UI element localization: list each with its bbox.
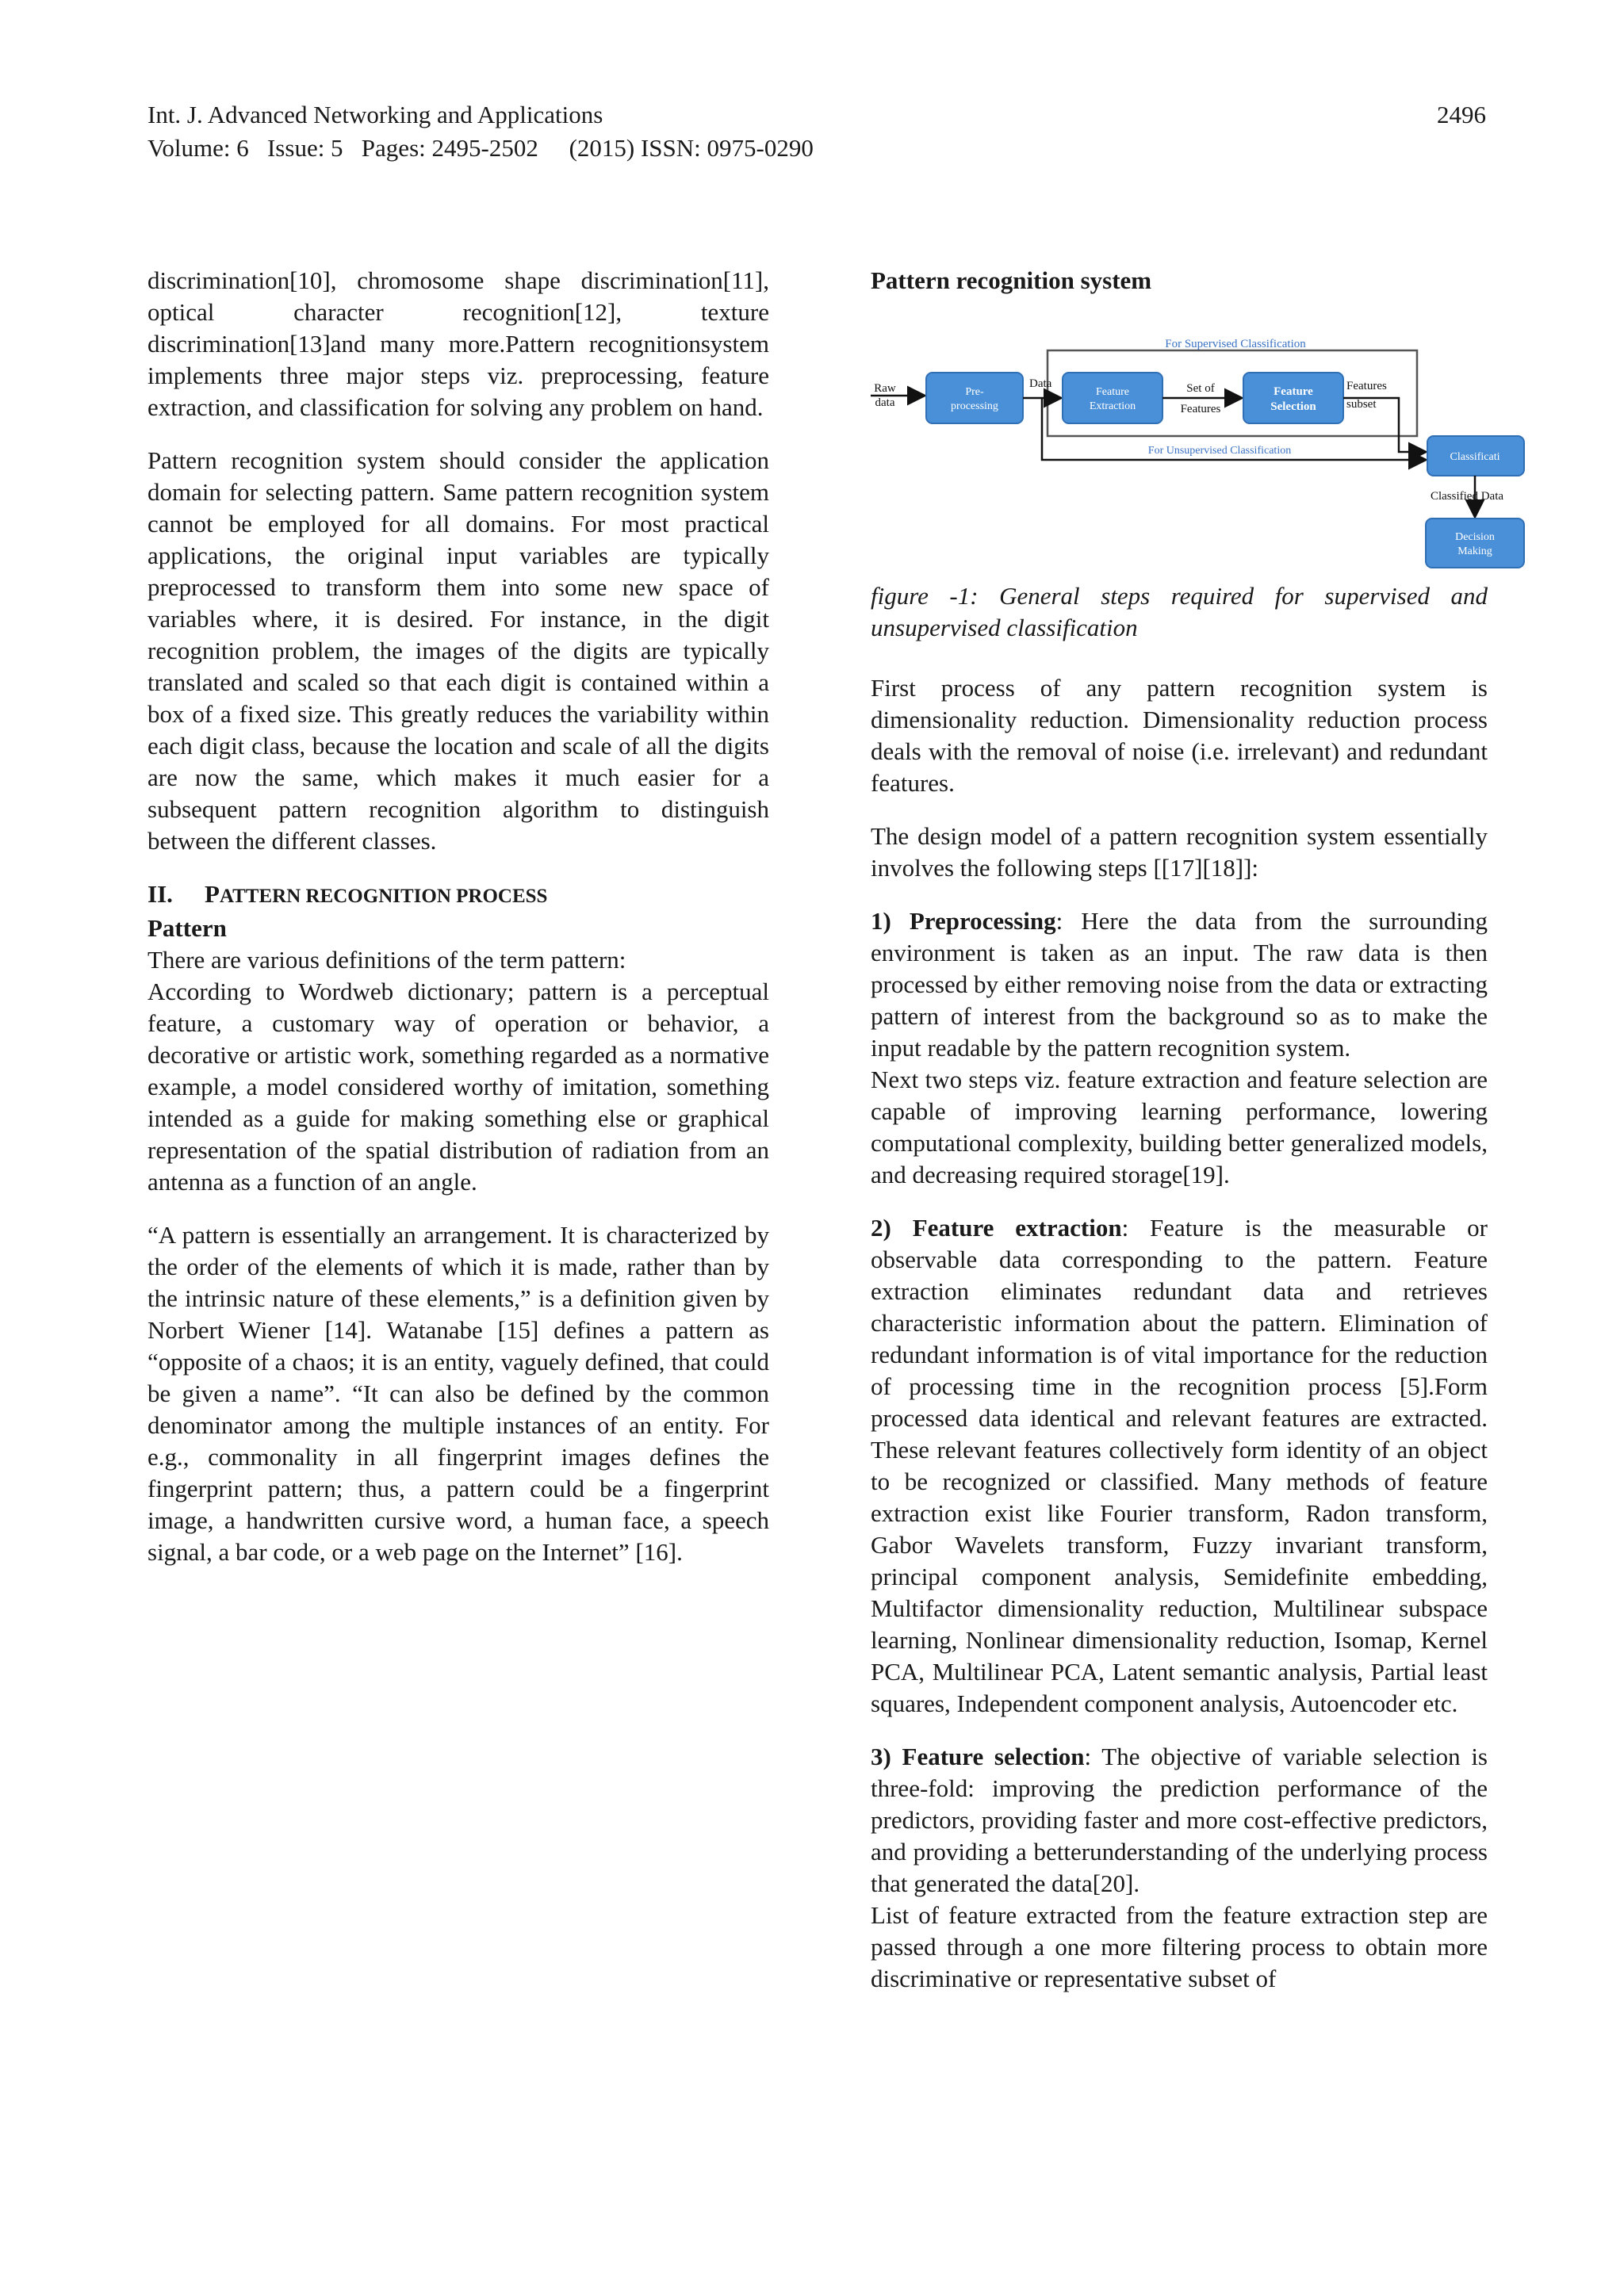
journal-title: Int. J. Advanced Networking and Applications [147,101,603,128]
classified-data-label: Classified Data [1430,490,1504,503]
left-paragraph-4: “A pattern is essentially an arrangement. It is characterized by the order of the elements of which it is made, rather than by the intrinsic nature of these elements,” is a definition given by Norbert Wiener [14]. Watanabe [15] defines a pattern as “opposite of a chaos; it is an entity, vaguely defined, that could be given a name”. “It can also be defined by the common denominator among the multiple instances of an entity. For e.g., commonality in all fingerprint images defines the fingerprint pattern; thus, a pattern could be a fingerprint image, a handwritten cursive word, a human face, a speech signal, a bar code, or a web page on the Internet” [16]. [147,1221,769,1566]
step-1-text: : Here the data from the surrounding environment is taken as an input. The raw data is then processed by either removing noise from the data or extracting pattern of interest from the background so as to make the input readable by the pattern recognition system. [871,907,1488,1062]
left-paragraph-1: discrimination[10], chromosome shape discrimination[11], optical character recognition[12], texture discrimination[13]and many more.Pattern recognitionsystem implements three major steps viz. preprocessing, feature extraction, and classification for solving any problem on hand. [147,266,769,421]
pattern-recognition-flow-diagram [871,306,1529,569]
features-subset-label-1: Features [1346,380,1387,392]
set-of-features-label-2: Features [1180,403,1221,415]
right-paragraph-2: The design model of a pattern recognition system essentially involves the following steps [[17][18]]: [871,822,1488,882]
classification-label: Classificati [1450,451,1500,463]
page-header [147,98,1486,165]
unsupervised-label: For Unsupervised Classification [1147,445,1292,457]
section-number: II. [147,880,173,908]
set-of-features-label-1: Set of [1186,382,1215,395]
feature-selection-label-2: Selection [1270,400,1316,413]
decision-label-1: Decision [1455,531,1495,543]
step-3-next: List of feature extracted from the feature extraction step are passed through a one more filtering process to obtain more discriminative or representative subset of [871,1901,1488,1992]
step-2-text: : Feature is the measurable or observable data corresponding to the pattern. Feature extraction eliminates redundant data and retrieves characteristic information about the pattern. Elimination of redundant information is of vital importance for the reduction of processing time in the recognition process [5].Form processed data identical and relevant features are extracted. These relevant features collectively form identity of an object to be recognized or classified. Many methods of feature extraction exist like Fourier transform, Radon transform, Gabor Wavelets transform, Fuzzy invariant transform, principal component analysis, Semidefinite embedding, Multifactor dimensionality reduction, Multilinear subspace learning, Nonlinear dimensionality reduction, Isomap, Kernel PCA, Multilinear PCA, Latent semantic analysis, Partial least squares, Independent component analysis, Autoencoder etc. [871,1214,1488,1717]
step-3-text: : The objective of variable selection is three-fold: improving the prediction performance of the predictors, providing faster and more cost-effective predictors, and providing a betterunderstanding of the underlying process that generated the data[20]. [871,1743,1488,1897]
supervised-label: For Supervised Classification [1165,338,1306,350]
feature-extraction-label-1: Feature [1096,386,1129,398]
figure-heading: Pattern recognition system [871,266,1152,294]
page-number: 2496 [1437,101,1486,128]
raw-data-label-1: Raw [874,382,896,395]
step-3-label: 3) Feature selection [871,1743,1085,1770]
right-paragraph-1: First process of any pattern recognition system is dimensionality reduction. Dimensionality reduction process deals with the removal of noise (i.e. irrelevant) and redundant features. [871,674,1488,797]
preprocessing-label-2: processing [951,400,998,412]
left-paragraph-2: Pattern recognition system should consider the application domain for selecting pattern. Same pattern recognition system cannot be employed for all domains. For most practical applications, the original input variables are typically preprocessed to transform them into some new space of variables where, it is desired. For instance, in the digit recognition problem, the images of the digits are typically translated and scaled so that each digit is contained within a box of a fixed size. This greatly reduces the variability within each digit class, because the location and scale of all the digits are now the same, which makes it much easier for a subsequent pattern recognition algorithm to distinguish between the different classes. [147,446,769,855]
left-paragraph-3a: There are various definitions of the term pattern: [147,946,626,974]
step-1-next: Next two steps viz. feature extraction and feature selection are capable of improving learning performance, lowering computational complexity, building better generalized models, and decreasing required storage[19]. [871,1066,1488,1188]
feature-selection-box [1243,373,1343,423]
data-label: Data [1029,377,1052,390]
step-1-label: 1) Preprocessing [871,907,1056,935]
step-1-paragraph [871,905,1488,1064]
left-paragraph-3b: According to Wordweb dictionary; pattern is a perceptual feature, a customary way of operation or behavior, a decorative or artistic work, something regarded as a normative example, a model considered worthy of imitation, something intended as a guide for making something else or graphical representation of the spatial distribution of radiation from an antenna as a function of an angle. [147,978,769,1196]
volume-line: Volume: 6 Issue: 5 Pages: 2495-2502 (2015) ISSN: 0975-0290 [147,134,814,162]
step-2-paragraph [871,1212,1488,1720]
left-column [147,265,769,1590]
decision-making-box [1426,519,1524,568]
raw-data-label-2: data [875,396,895,409]
step-2-label: 2) Feature extraction [871,1214,1122,1242]
feature-extraction-box [1063,373,1162,423]
section-heading [147,878,769,913]
right-column [871,265,1504,1995]
section-title-rest: ATTERN RECOGNITION PROCESS [219,886,548,907]
feature-selection-label-1: Feature [1274,385,1313,398]
subheading-pattern: Pattern [147,914,227,942]
decision-label-2: Making [1457,545,1492,557]
preprocessing-box [926,373,1023,423]
features-subset-label-2: subset [1346,398,1377,411]
step-3-paragraph [871,1741,1488,1900]
figure-caption: figure -1: General steps required for supervised and unsupervised classification [871,582,1488,641]
section-title-initial: P [205,880,220,908]
feature-extraction-label-2: Extraction [1089,400,1136,412]
preprocessing-label-1: Pre- [965,386,984,398]
